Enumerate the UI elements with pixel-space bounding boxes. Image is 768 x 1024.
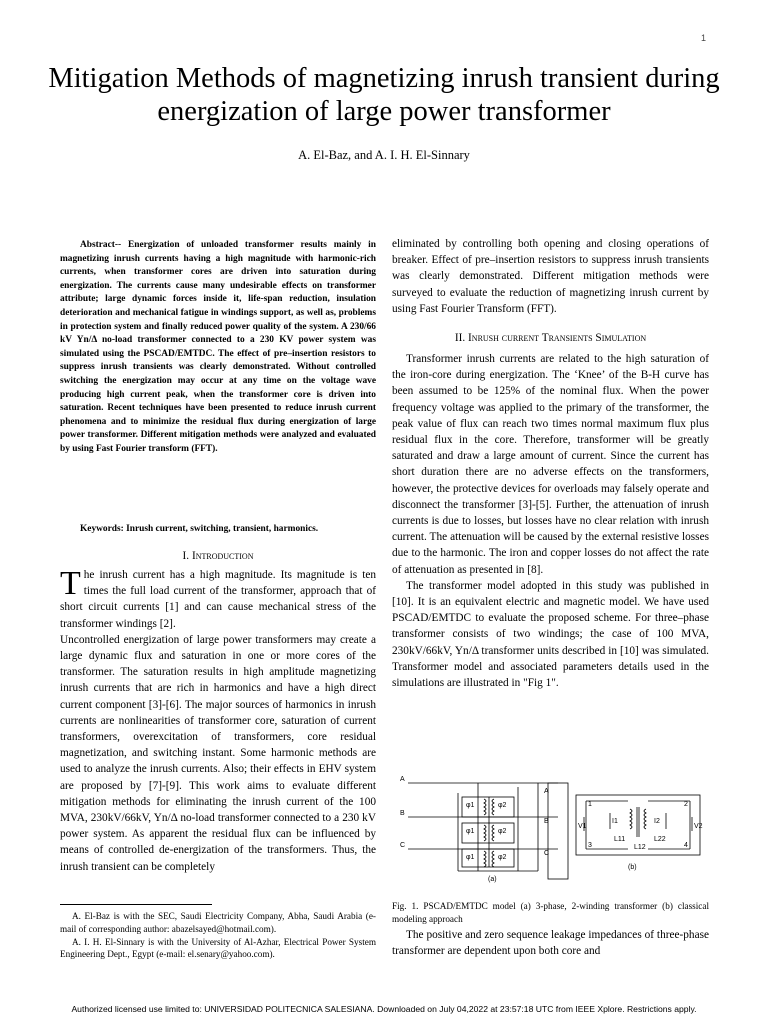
i1-label: I1: [612, 818, 618, 825]
footnote-1: A. El-Baz is with the SEC, Saudi Electricity Company, Abha, Saudi Arabia (e-mail of corresponding author: abazelsayed@hotmail.com).: [60, 911, 376, 934]
intro-paragraph-1: The inrush current has a high magnitude. Its magnitude is ten times the full load current of the transformer, approach that of short circuit currents [1] and can cause mechanical stress of the transformer windings [2].: [60, 565, 376, 630]
intro-paragraph-2: Uncontrolled energization of large power transformers may create a large dynamic flux and saturation in one or more cores of the transformer. The saturation results in high amplitude magnetizing inrush currents that are rich in harmonics and have a high direct current component [3]-[6]. The major sources of harmonics in inrush currents are nonlinearities of transformer core, saturation of current transformers, overexcitation of transformers, core residual magnetization, and switching instant. Some harmonic methods are used to analyze the inrush currents. Also; their effects in EHV system are proposed by [7]-[9]. This work aims to evaluate different mitigation methods for eliminating the inrush current of the 100 MVA, 230kV/66kV, Yn/Δ no-load transformer connected to a 230 kV power system. As apparent the residual flux can be influenced by means of controlled de-energization of the transformers. Thus, the inrush transient can be completely: [60, 633, 376, 873]
phase-label-c: C: [400, 842, 406, 849]
phase-label-c-right: C: [544, 850, 550, 857]
v1-label: V1: [578, 823, 587, 830]
l12-label: L12: [634, 844, 646, 851]
footnote-divider: [60, 904, 212, 905]
figure-1-caption: Fig. 1. PSCAD/EMTDC model (a) 3-phase, 2-winding transformer (b) classical modeling approach: [392, 901, 709, 924]
l22-label: L22: [654, 836, 666, 843]
abstract: Abstract-- Energization of unloaded transformer results mainly in magnetizing inrush currents having a high magnitude with harmonic-rich currents, when transformer cores are driven into saturation during energization. The currents cause many undesirable effects on transformer attribute; large dynamic forces inside it, life-span reduction, insulation deterioration and mechanical fatigue in windings support, as well as, problems in protection system and finally reduced power quality of the system. A 230/66 kV Yn/Δ no-load transformer connected to a 230 KV power system was simulated using the PSCAD/EMTDC. The effect of pre–insertion resistors to suppress inrush transients was clearly demonstrated. Without controlled switching the energization may occur at any time on the voltage wave producing high current peak, when the transformer core is driven into saturation. Recent techniques have been presented to reduce inrush current phenomena and to minimize the residual flux during energization of large power transformer. Different mitigation methods were analyzed and evaluated by using Fast Fourier transform (FFT).: [60, 240, 376, 454]
l11-label: L11: [614, 836, 626, 843]
phase-label-a: A: [400, 776, 405, 783]
node-1-label: 1: [588, 801, 592, 808]
figure-label-a: (a): [488, 876, 497, 883]
phase-label-b-right: B: [544, 818, 549, 825]
page-number: 1: [700, 33, 706, 43]
section-introduction: [60, 549, 376, 875]
section-heading-inrush: II. Inrush current Transients Simulation: [454, 332, 647, 345]
right-bottom-paragraph: The positive and zero sequence leakage impedances of three-phase transformer are dependent upon both core and: [392, 929, 709, 958]
phi1-label-1: φ1: [466, 802, 475, 809]
footnotes: [60, 910, 376, 961]
node-3-label: 3: [588, 842, 592, 849]
phi2-label-2: φ2: [498, 828, 507, 835]
footnote-2: A. I. H. El-Sinnary is with the University of Al-Azhar, Electrical Power System Engineering Dept., Egypt (e-mail: el.senary@yahoo.com).: [60, 936, 376, 960]
v2-label: V2: [694, 823, 703, 830]
phi1-label-3: φ1: [466, 854, 475, 861]
node-4-label: 4: [684, 842, 688, 849]
three-phase-schematic: [408, 783, 568, 879]
phi1-label-2: φ1: [466, 828, 475, 835]
license-footer: Authorized licensed use limited to: UNIVERSIDAD POLITECNICA SALESIANA. Downloaded on July 04,2022 at 23:57:18 UTC from IEEE Xplore. Restrictions apply.: [71, 1004, 697, 1014]
intro-paragraph-3: eliminated by controlling both opening and closing operations of breaker. Effect of pre–insertion resistors to suppress inrush transients was clearly demonstrated. Different mitigation methods were surveyed to evaluate the reduction of magnetizing inrush current by using Fast Fourier Transform (FFT).: [392, 238, 709, 315]
section2-paragraph-2: The transformer model adopted in this study was published in [10]. It is an equivalent electric and magnetic model. We have used PSCAD/EMTDC to evaluate the proposed scheme. For three–phase transformer consists of two windings; the case of 100 MVA, 230kV/66kV, Yn/Δ transformer units described in [10] was simulated. Transformer model and associated parameters details used in the simulations are illustrated in "Fig 1".: [392, 579, 709, 690]
keywords: Keywords: Inrush current, switching, transient, harmonics.: [80, 524, 319, 534]
phase-label-a-right: A: [544, 788, 549, 795]
section2-paragraph-1: Transformer inrush currents are related to the high saturation of the iron-core during energization. The ‘Knee’ of the B-H curve has been assumed to be 125% of the nominal flux. When the power frequency voltage was applied to the primary of the transformer, the peak value of flux can reach two times normal maximum flux plus residual flux in the core. Therefore, transformer will be greatly saturated and draw a large amount of current. Since the current has short duration there are no adverse effects on the transformers, however, the protective devices for overloads may falsely operate and disconnect the transformer [3]-[5]. Further, the attenuation of inrush currents is due to losses, but losses have no clear relation with inrush current. The attenuation will be caused by the external resistive losses due to the harmonic. The iron and copper losses do not affect the rate of attenuation as presented in [8].: [392, 353, 709, 576]
node-2-label: 2: [684, 801, 688, 808]
phi2-label-1: φ2: [498, 802, 507, 809]
authors: A. El-Baz, and A. I. H. El-Sinnary: [298, 148, 470, 162]
phi2-label-3: φ2: [498, 854, 507, 861]
drop-cap: T: [60, 565, 81, 602]
section-heading-introduction: I. Introduction: [182, 550, 254, 562]
right-column-text: [392, 236, 709, 691]
figure-label-b: (b): [628, 864, 637, 871]
i2-label: I2: [654, 818, 660, 825]
figure-1-diagram: [398, 773, 704, 885]
phase-label-b: B: [400, 810, 405, 817]
paper-title: Mitigation Methods of magnetizing inrush transient during energization of large power transformer: [48, 63, 720, 127]
